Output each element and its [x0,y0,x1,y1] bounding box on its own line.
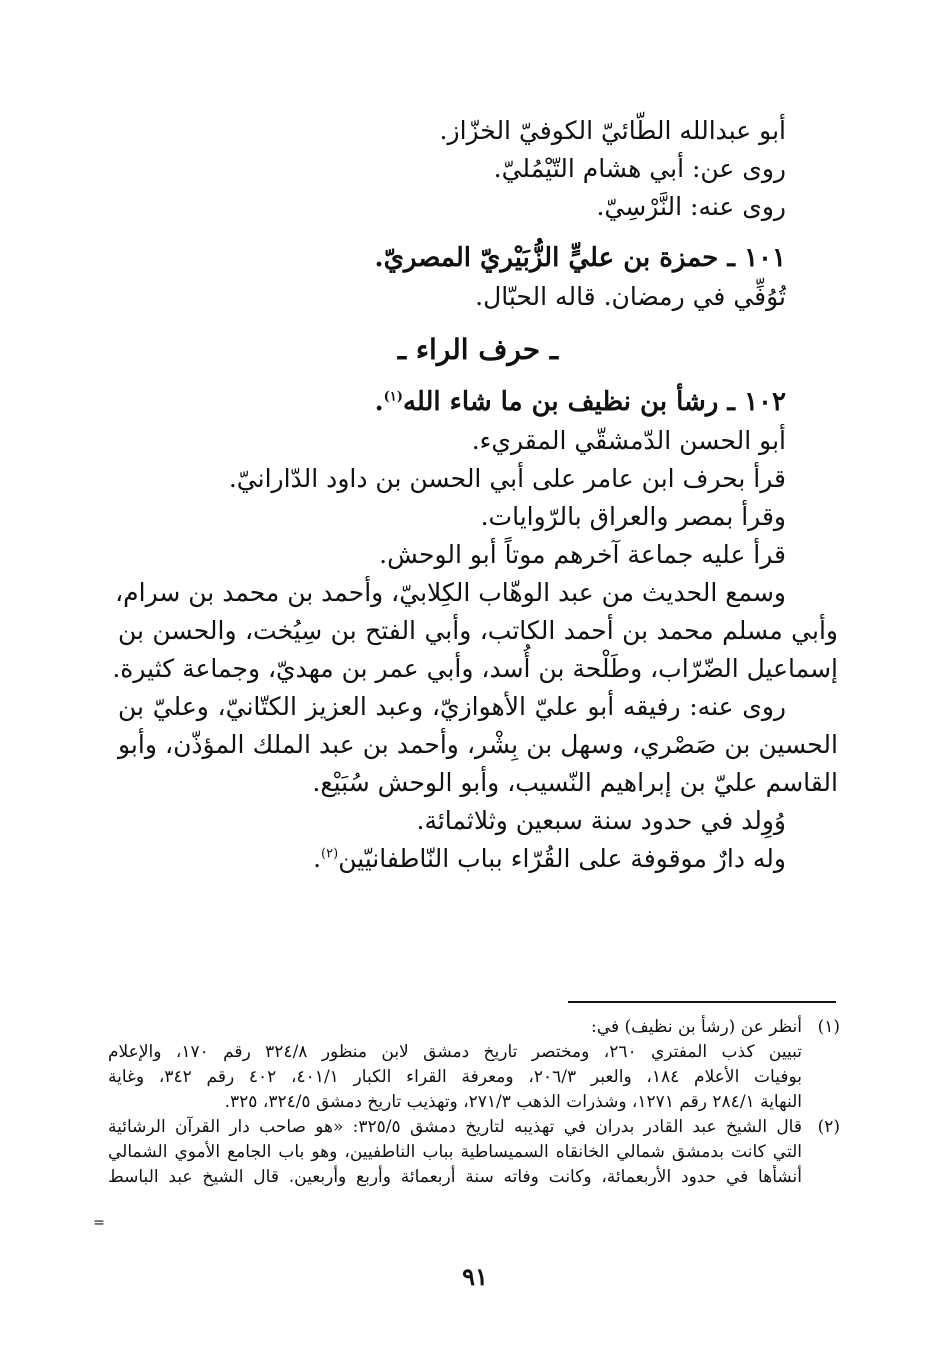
heard-line-2: وأبي مسلم محمد بن أحمد الكاتب، وأبي الفتح بن سِيُخت، والحسن بن [118,616,838,645]
footnote-1-body [108,1015,802,1115]
narrated-line-3: القاسم عليّ بن إبراهيم النّسيب، وأبو الوحش سُبَيْع. [312,768,838,797]
footnote-2-body [108,1115,802,1190]
footnote-ref-2: (٢) [321,846,339,862]
narrated-line-1: روى عنه: رفيقه أبو عليّ الأهوازيّ، وعبد العزيز الكتّانيّ، وعليّ بن [118,692,786,721]
house-line-end: . [313,844,322,873]
footnote-separator [568,1001,836,1003]
heard-line-3: إسماعيل الضّرّاب، وطَلْحة بن أُسد، وأبي عمر بن مهديّ، وجماعة كثيرة. [112,654,838,683]
footnote-1-line-4: النهاية ٢٨٤/١ رقم ١٢٧١، وشذرات الذهب ٢٧١/٣، وتهذيب تاريخ دمشق ٣٢٤/٥، ٣٢٥. [224,1092,802,1112]
footnote-2-line-1: قال الشيخ عبد القادر بدران في تهذيبه لتاريخ دمشق ٣٢٥/٥: «هو صاحب دار القرآن الرشائية [108,1117,802,1137]
born-line: وُوِلد في حدود سنة سبعين وثلاثمائة. [416,806,786,835]
entry-100-line-2: روى عن: أبي هشام التّيْمُليّ. [493,154,786,183]
footnote-1-line-1: أنظر عن (رشأ بن نظيف) في: [591,1017,802,1037]
footnote-2 [108,1115,840,1190]
footnote-2-number: (٢) [817,1117,840,1137]
house-line-text: وله دارٌ موقوفة على القُرّاء بباب النّاطفانيّين [338,844,786,873]
footnote-1-line-3: بوفيات الأعلام ١٨٤، والعبر ٢٠٦/٣، ومعرفة القراء الكبار ٤٠١/١، ٤٠٢ رقم ٣٤٢، وغاية [108,1067,802,1087]
entry-102-heading [118,382,838,422]
house-line [118,840,838,878]
narrated-line-2: الحسين بن صَصْري، وسهل بن بِشْر، وأحمد بن عبد الملك المؤذّن، وأبو [118,730,838,759]
heard-line-1: وسمع الحديث من عبد الوهّاب الكِلابيّ، وأحمد بن محمد بن سرام، [115,578,786,607]
heard-paragraph [112,574,838,688]
main-text [112,112,838,878]
entry-101-note: تُوُفِّي في رمضان. قاله الحبّال. [475,282,786,311]
continuation-mark: = [93,1215,105,1231]
entry-101-heading: ١٠١ ـ حمزة بن عليٍّ الزُّبَيْريّ المصريّ. [374,243,786,273]
footnote-2-line-3: أنشأها في حدود الأربعمائة، وكانت وفاته سنة أربعمائة وأربع وأربعين. قال الشيخ عبد الباسط [108,1167,802,1187]
footnote-1 [108,1015,840,1115]
entry-102-line-3: وقرأ بمصر والعراق بالرّوايات. [480,502,786,531]
narrated-paragraph [118,688,838,802]
footnote-ref-1: (١) [383,389,403,405]
entry-102-line-2: قرأ بحرف ابن عامر على أبي الحسن بن داود الدّارانيّ. [228,464,786,493]
footnote-1-line-2: تبيين كذب المفتري ٢٦٠، ومختصر تاريخ دمشق لابن منظور ٣٢٤/٨ رقم ١٧٠، والإعلام [108,1042,802,1062]
entry-102-heading-end: . [374,387,384,417]
footnotes [108,1015,840,1190]
entry-102-line-4: قرأ عليه جماعة آخرهم موتاً أبو الوحش. [379,540,786,569]
entry-100-line-3: روى عنه: النَّرْسِيّ. [596,192,786,221]
entry-100-line-1: أبو عبدالله الطّائيّ الكوفيّ الخزّاز. [439,116,786,145]
section-title: ـ حرف الراء ـ [397,333,559,366]
entry-102-heading-text: ١٠٢ ـ رشأ بن نظيف بن ما شاء الله [402,387,786,417]
entry-102-line-1: أبو الحسن الدّمشقّي المقريء. [471,426,786,455]
page-number: ٩١ [462,1262,488,1291]
footnote-1-number: (١) [817,1017,840,1037]
footnote-2-line-2: التي كانت بدمشق شمالي الخانقاه السميساطية بباب الناطفيين، وهو باب الجامع الأموي الشمالي [108,1142,802,1162]
